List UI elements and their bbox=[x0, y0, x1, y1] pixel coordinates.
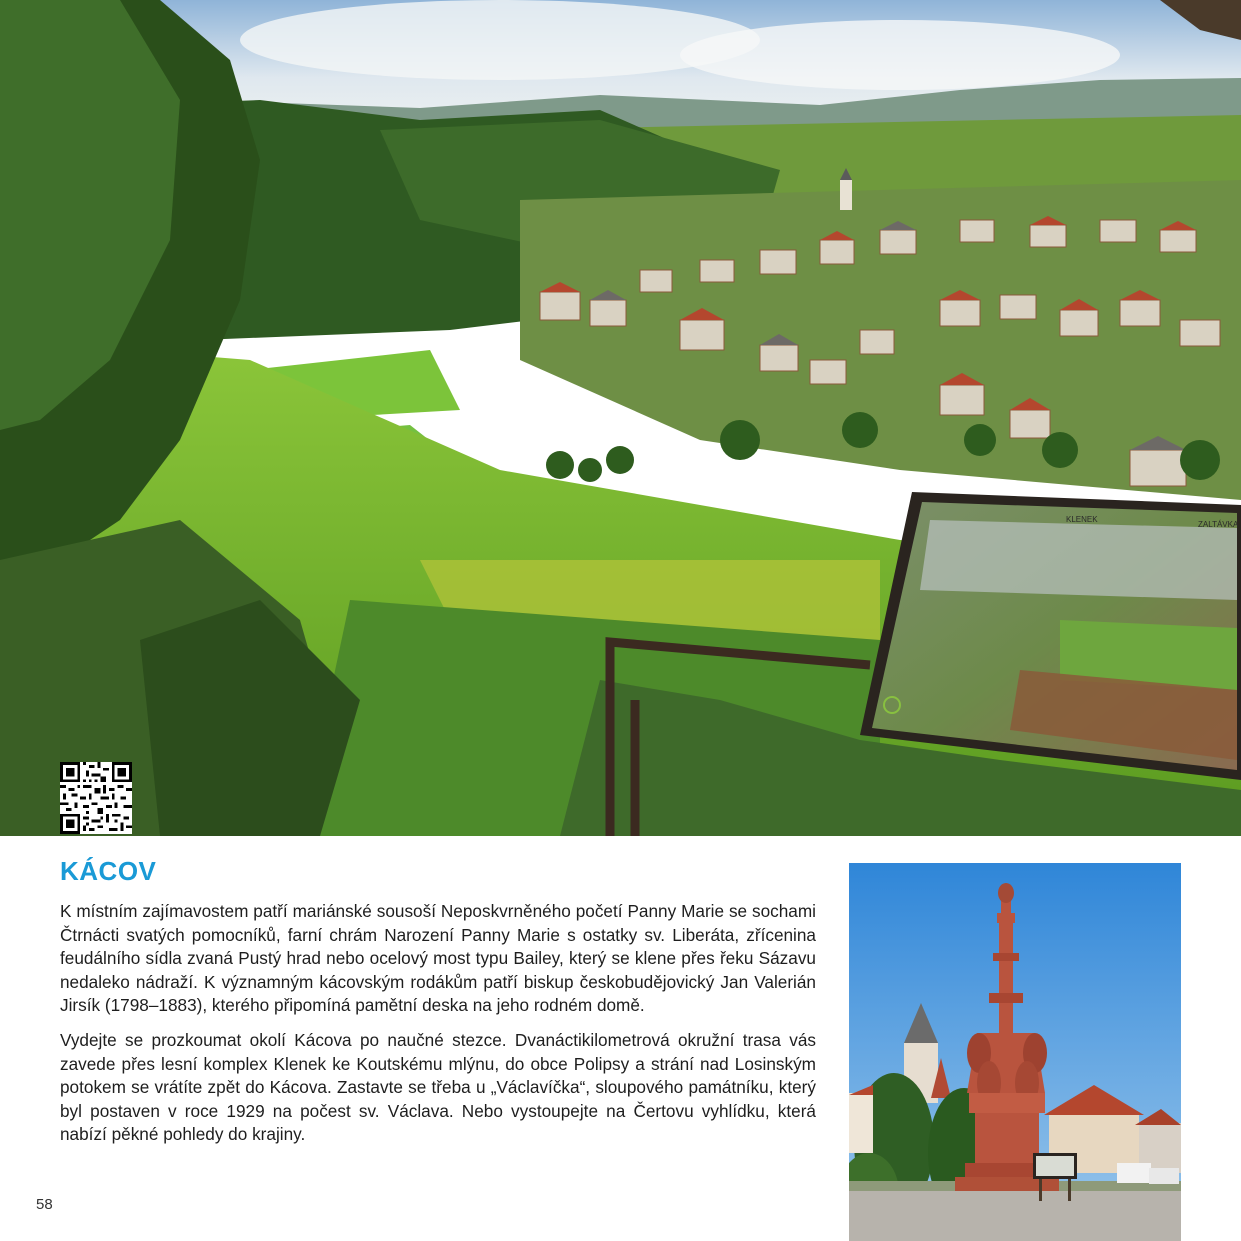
marian-column-photo bbox=[849, 863, 1181, 1241]
paragraph-attractions: K místním zajímavostem patří mariánské sousoší Neposkvrněného početí Panny Marie se sochami Čtrnácti svatých pomocníků, farní chrám Narození Panny Marie s ostatky sv. Liberáta, zřícenina feudálního sídla zvaná Pustý hrad nebo ocelový most typu Bailey, který se klene přes řeku Sázavu nedaleko nádraží. K významným kácovským rodákům patří biskup českobudějovický Jan Valerián Jirsík (1798–1883), kterého připomíná pamětní deska na jeho rodném domě. bbox=[60, 901, 816, 1015]
paragraph-trail: Vydejte se prozkoumat okolí Kácova po naučné stezce. Dvanáctikilometrová okružní trasa vás zavede přes lesní komplex Klenek ke Koutskému mlýnu, do obce Polipsy a strání nad Losinským potokem se vrátíte zpět do Kácova. Zastavte se třeba u „Václavíčka“, sloupového památníku, který byl postaven v roce 1929 na počest sv. Václava. Nebo vystoupejte na Čertovu vyhlídku, která nabízí pěkné pohledy do krajiny. bbox=[60, 1030, 816, 1144]
qr-code[interactable] bbox=[60, 762, 132, 834]
info-board-label-2: ZALTÁVKA bbox=[1198, 520, 1239, 529]
page-number: 58 bbox=[36, 1196, 53, 1213]
info-board-label-1: KLENEK bbox=[1066, 515, 1098, 524]
page-title: KÁCOV bbox=[60, 856, 157, 886]
